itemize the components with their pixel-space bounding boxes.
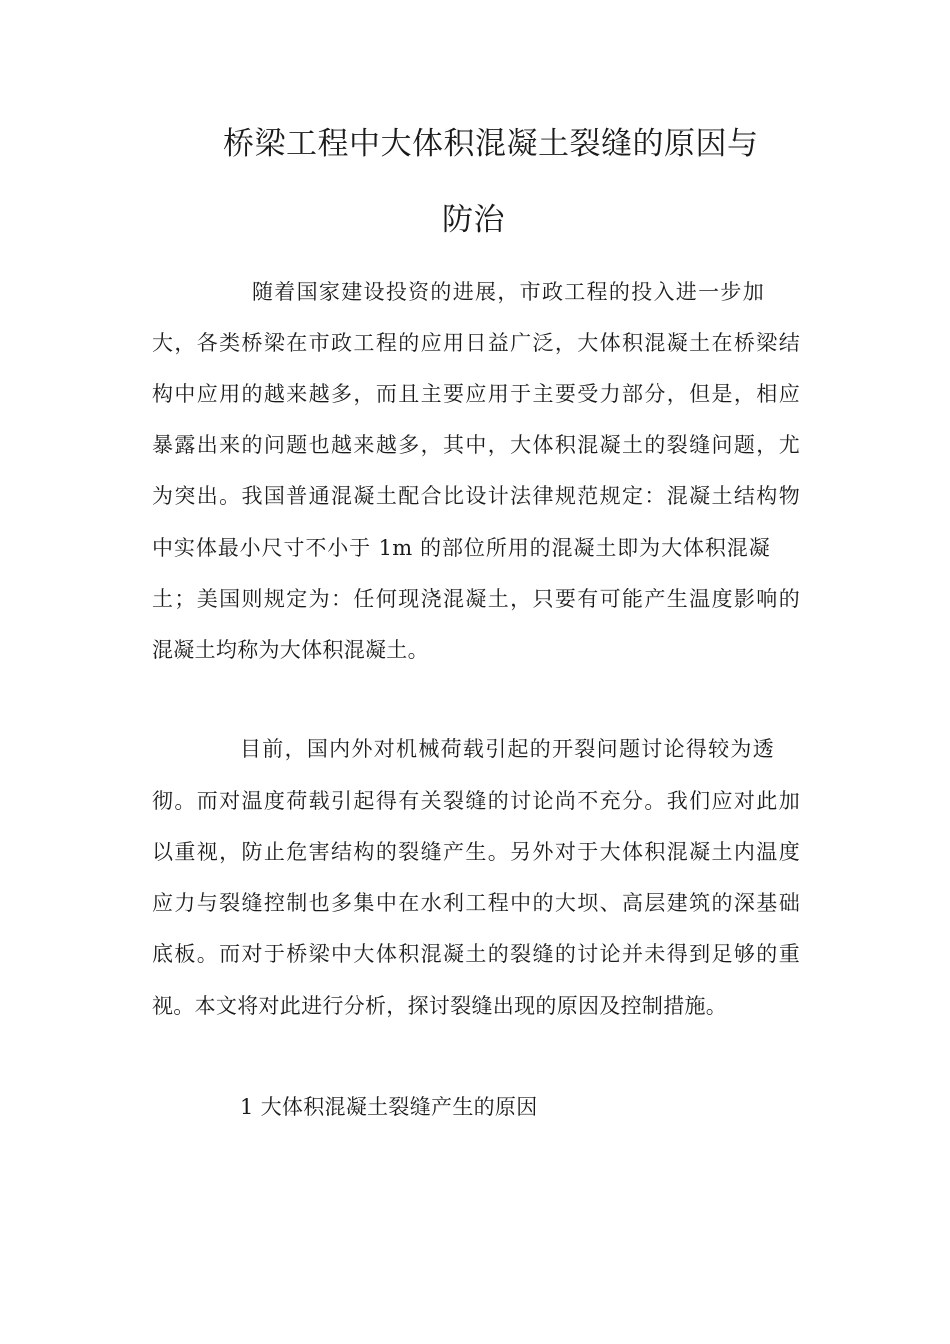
- paragraph-2-line-6: 视。本文将对此进行分析，探讨裂缝出现的原因及控制措施。: [152, 994, 728, 1018]
- document-title-line-1: 桥梁工程中大体积混凝土裂缝的原因与: [223, 126, 759, 162]
- paragraph-1-line-3: 构中应用的越来越多，而且主要应用于主要受力部分，但是，相应: [152, 382, 800, 406]
- paragraph-2-line-3: 以重视，防止危害结构的裂缝产生。另外对于大体积混凝土内温度: [152, 840, 800, 864]
- paragraph-2-line-2: 彻。而对温度荷载引起得有关裂缝的讨论尚不充分。我们应对此加: [152, 789, 800, 813]
- paragraph-1-line-4: 暴露出来的问题也越来越多，其中，大体积混凝土的裂缝问题，尤: [152, 433, 800, 457]
- paragraph-1-line-8: 混凝土均称为大体积混凝土。: [152, 638, 429, 662]
- paragraph-2-line-4: 应力与裂缝控制也多集中在水利工程中的大坝、高层建筑的深基础: [152, 891, 800, 915]
- paragraph-2-line-5: 底板。而对于桥梁中大体积混凝土的裂缝的讨论并未得到足够的重: [152, 942, 800, 966]
- paragraph-1-line-7: 土；美国则规定为：任何现浇混凝土，只要有可能产生温度影响的: [152, 587, 800, 611]
- paragraph-2-line-1: 目前，国内外对机械荷载引起的开裂问题讨论得较为透: [240, 737, 774, 761]
- paragraph-1-line-5: 为突出。我国普通混凝土配合比设计法律规范规定：混凝土结构物: [152, 484, 800, 508]
- document-title-line-2: 防治: [442, 202, 505, 238]
- paragraph-1-line-2: 大，各类桥梁在市政工程的应用日益广泛，大体积混凝土在桥梁结: [152, 331, 800, 355]
- paragraph-1-line-6: 中实体最小尺寸不小于 1m 的部位所用的混凝土即为大体积混凝: [152, 536, 770, 560]
- paragraph-1-line-1: 随着国家建设投资的进展，市政工程的投入进一步加: [252, 280, 764, 304]
- section-heading: 1 大体积混凝土裂缝产生的原因: [240, 1095, 538, 1119]
